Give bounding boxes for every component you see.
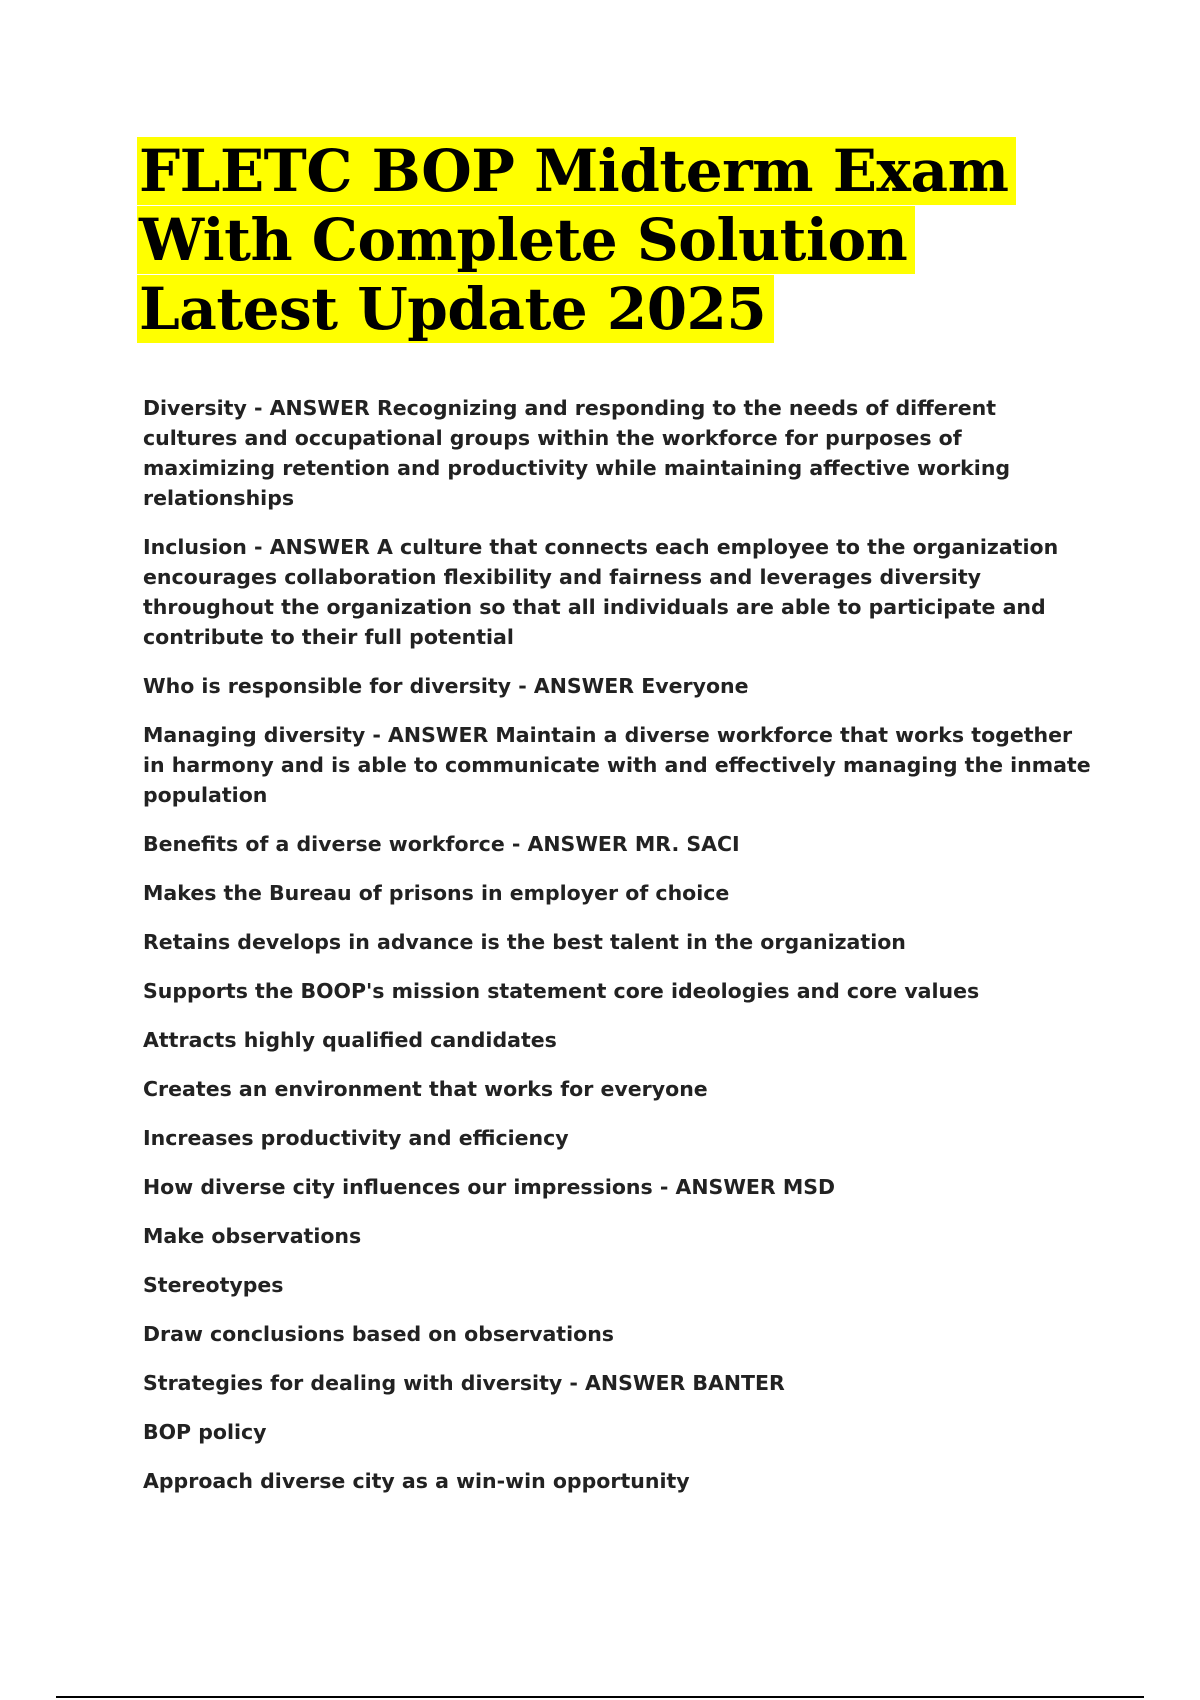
qa-entry xyxy=(143,976,1093,1006)
entry-separator: - xyxy=(562,1371,586,1395)
qa-entry xyxy=(143,1074,1093,1104)
qa-entry xyxy=(143,878,1093,908)
entry-term: How diverse city influences our impressions xyxy=(143,1175,653,1199)
entry-separator: - xyxy=(246,535,270,559)
qa-entry xyxy=(143,720,1093,810)
entry-text: Retains develops in advance is the best talent in the organization xyxy=(143,930,906,954)
entry-text: Makes the Bureau of prisons in employer of choice xyxy=(143,881,730,905)
entry-answer: Maintain a diverse workforce that works together in harmony and is able to communicate with and effectively managing the inmate population xyxy=(143,723,1091,807)
entry-separator: - xyxy=(652,1175,676,1199)
qa-entry xyxy=(143,532,1093,652)
entry-answer: BANTER xyxy=(692,1371,785,1395)
entry-separator: - xyxy=(246,396,270,420)
qa-entry xyxy=(143,393,1093,513)
answer-keyword: ANSWER xyxy=(533,674,635,698)
entry-term: Managing diversity xyxy=(143,723,366,747)
document-title xyxy=(137,137,1107,344)
qa-entry xyxy=(143,829,1093,859)
qa-entry xyxy=(143,1270,1093,1300)
qa-entry xyxy=(143,927,1093,957)
answer-keyword: ANSWER xyxy=(527,832,628,856)
answer-keyword: ANSWER xyxy=(585,1371,686,1395)
title-block xyxy=(137,137,1107,344)
title-highlight: FLETC BOP Midterm Exam With Complete Solution Latest Update 2025 xyxy=(137,137,1016,343)
entry-answer: Recognizing and responding to the needs of different cultures and occupational groups within the workforce for purposes of maximizing retention and productivity while maintaining affective working relationships xyxy=(143,396,1011,510)
qa-entry xyxy=(143,1025,1093,1055)
entry-term: Benefits of a diverse workforce xyxy=(143,832,505,856)
entry-separator: - xyxy=(365,723,389,747)
answer-keyword: ANSWER xyxy=(388,723,489,747)
qa-entry xyxy=(143,671,1093,701)
qa-entry xyxy=(143,1172,1093,1202)
answer-keyword: ANSWER xyxy=(269,535,370,559)
entry-text: BOP policy xyxy=(143,1420,267,1444)
entry-text: Draw conclusions based on observations xyxy=(143,1322,614,1346)
entry-text: Stereotypes xyxy=(143,1273,284,1297)
entry-term: Who is responsible for diversity xyxy=(143,674,512,698)
entry-text: Increases productivity and efficiency xyxy=(143,1126,569,1150)
entry-text: Approach diverse city as a win-win opportunity xyxy=(143,1469,690,1493)
qa-entry xyxy=(143,1368,1093,1398)
qa-entry xyxy=(143,1319,1093,1349)
qa-entry xyxy=(143,1221,1093,1251)
entry-text: Creates an environment that works for everyone xyxy=(143,1077,708,1101)
entry-answer: MR. SACI xyxy=(634,832,740,856)
entry-term: Inclusion xyxy=(143,535,247,559)
answer-keyword: ANSWER xyxy=(675,1175,776,1199)
qa-list xyxy=(143,393,1093,1515)
qa-entry xyxy=(143,1417,1093,1447)
answer-keyword: ANSWER xyxy=(269,396,370,420)
entry-answer: A culture that connects each employee to the organization encourages collaboration flexibility and fairness and leverages diversity throughout the organization so that all individuals are able to participate and contribute to their full potential xyxy=(143,535,1059,649)
entry-text: Make observations xyxy=(143,1224,362,1248)
entry-term: Diversity xyxy=(143,396,247,420)
entry-answer: Everyone xyxy=(641,674,749,698)
entry-text: Attracts highly qualified candidates xyxy=(143,1028,557,1052)
qa-entry xyxy=(143,1123,1093,1153)
entry-separator: - xyxy=(504,832,528,856)
entry-term: Strategies for dealing with diversity xyxy=(143,1371,563,1395)
entry-answer: MSD xyxy=(782,1175,836,1199)
entry-separator: - xyxy=(511,674,534,698)
footer-divider xyxy=(56,1696,1144,1698)
qa-entry xyxy=(143,1466,1093,1496)
entry-text: Supports the BOOP's mission statement core ideologies and core values xyxy=(143,979,980,1003)
